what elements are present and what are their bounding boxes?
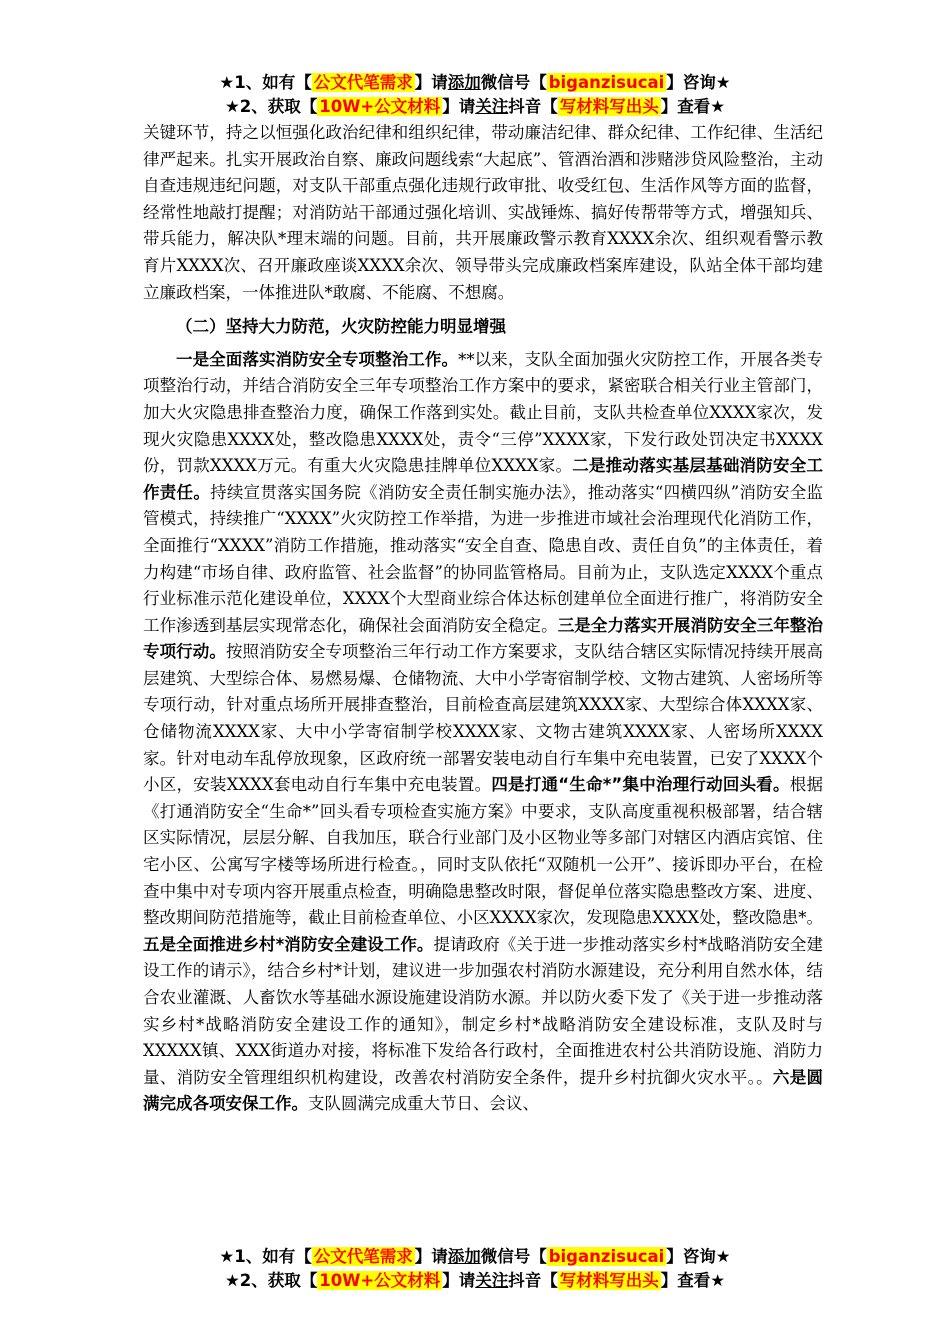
highlight-service: 公文代笔需求 [313, 73, 413, 92]
paragraph-fire-prevention [143, 347, 823, 1118]
banner-text: 】请 [442, 97, 476, 116]
banner-text: ★2、获取【 [224, 97, 318, 116]
banner-text: 】查看★ [660, 97, 726, 116]
banner-text: 】查看★ [660, 1271, 726, 1290]
highlight-douyin-id[interactable]: 写材料写出头 [559, 1271, 659, 1290]
highlight-service: 公文代笔需求 [313, 1247, 413, 1266]
document-body [143, 120, 823, 1118]
highlight-douyin-id[interactable]: 写材料写出头 [559, 97, 659, 116]
body-text-4: 根据《打通消防安全“生命*”回头看专项检查实施方案》中要求，支队高度重视积极部署，结合辖区实际情况，层层分解、自我加压，联合行业部门及小区物业等多部门对辖区内酒店宾馆、住宅小区、公寓写字楼等场所进行检查。，同时支队依托“双随机一公开”、接诉即办平台，在检查中集中对专项内容开展重点检查，明确隐患整改时限，督促单位落实隐患整改方案、进度、整改期间防范措施等，截止目前检查单位、小区XXXX家次，发现隐患XXXX处，整改隐患*。 [143, 775, 823, 928]
highlight-materials: 10W+公文材料 [319, 1271, 441, 1290]
top-banner-line-1 [0, 70, 950, 96]
top-banner-line-2 [0, 94, 950, 120]
highlight-wechat-id[interactable]: biganzisucai [548, 1247, 665, 1266]
banner-underline: 关注 [475, 97, 509, 116]
lead-sentence-1: 一是全面落实消防安全专项整治工作。 [176, 349, 459, 369]
highlight-materials: 10W+公文材料 [319, 97, 441, 116]
banner-text: 】咨询★ [666, 1247, 731, 1266]
banner-text: 】请 [414, 73, 448, 92]
highlight-wechat-id[interactable]: biganzisucai [548, 73, 665, 92]
banner-text: ★2、获取【 [224, 1271, 318, 1290]
banner-text: ★1、如有【 [219, 73, 312, 92]
body-text-1: **以来，支队全面加强火灾防控工作，开展各类专项整治行动，并结合消防安全三年专项整治工作方案中的要求，紧密联合相关行业主管部门，加大火灾隐患排查整治力度，确保工作落到实处。截止目前，支队共检查单位XXXX家次，发现火灾隐患XXXX处，整改隐患XXXX处，责令“三停”XXXX家，下发行政处罚决定书XXXX份，罚款XXXX万元。有重大火灾隐患挂牌单位XXXX家。 [143, 349, 824, 476]
banner-text: 微信号【 [480, 73, 547, 92]
lead-sentence-3: 三是全力落实开展消防安全三年整治专项行动。 [143, 615, 824, 662]
lead-sentence-4: 四是打通“生命*”集中治理行动回头看。 [491, 775, 790, 795]
banner-underline: 关注 [475, 1271, 509, 1290]
banner-underline: 添加 [447, 73, 481, 92]
banner-text: 微信号【 [480, 1247, 547, 1266]
banner-text: 】咨询★ [666, 73, 731, 92]
section-heading-fire-prevention: （二）坚持大力防范，火灾防控能力明显增强 [176, 317, 506, 337]
bottom-banner-line-2 [0, 1268, 950, 1294]
lead-sentence-6: 六是圆满完成各项安保工作。 [143, 1067, 824, 1114]
body-text-3: 按照消防安全专项整治三年行动工作方案要求，支队结合辖区实际情况持续开展高层建筑、大型综合体、易燃易爆、仓储物流、大中小学寄宿制学校、文物古建筑、人密场所等专项行动，针对重点场所开展排查整治，目前检查高层建筑XXXX家、大型综合体XXXX家、仓储物流XXXX家、大中小学寄宿制学校XXXX家、文物古建筑XXXX家、人密场所XXXX家。针对电动车乱停放现象，区政府统一部署安装电动自行车集中充电装置，已安了XXXX个小区，安装XXXX套电动自行车集中充电装置。 [143, 642, 823, 795]
lead-sentence-5: 五是全面推进乡村*消防安全建设工作。 [143, 934, 434, 954]
banner-underline: 添加 [447, 1247, 481, 1266]
lead-sentence-2: 二是推动落实基层基础消防安全工作责任。 [143, 456, 823, 502]
banner-text: 抖音【 [508, 97, 558, 116]
banner-text: ★1、如有【 [219, 1247, 312, 1266]
banner-text: 】请 [414, 1247, 448, 1266]
body-text-6: 支队圆满完成重大节日、会议、 [308, 1094, 539, 1114]
banner-text: 】请 [442, 1271, 476, 1290]
bottom-banner-line-1 [0, 1244, 950, 1270]
banner-text: 抖音【 [508, 1271, 558, 1290]
paragraph-discipline: 关键环节，持之以恒强化政治纪律和组织纪律，带动廉洁纪律、群众纪律、工作纪律、生活纪律严起来。扎实开展政治自察、廉政问题线索“大起底”、管酒治酒和涉赌涉贷风险整治，主动自查违规违纪问题，对支队干部重点强化违规行政审批、收受红包、生活作风等方面的监督，经常性地敲打提醒；对消防站干部通过强化培训、实战锤炼、搞好传帮带等方式，增强知兵、带兵能力，解决队*理末端的问题。目前，共开展廉政警示教育XXXX余次、组织观看警示教育片XXXX次、召开廉政座谈XXXX余次、领导带头完成廉政档案库建设，队站全体干部均建立廉政档案，一体推进队*敢腐、不能腐、不想腐。 [143, 123, 823, 302]
body-text-2: 持续宣贯落实国务院《消防安全责任制实施办法》，推动落实“四横四纵”消防安全监管模式，持续推广“XXXX”火灾防控工作举措，为进一步推进市域社会治理现代化消防工作，全面推行“XXXX”消防工作措施，推动落实“安全自查、隐患自改、责任自负”的主体责任，着力构建“市场自律、政府监管、社会监督”的协同监管格局。目前为止，支队选定XXXX个重点行业标准示范化建设单位，XXXX个大型商业综合体达标创建单位全面进行推广，将消防安全工作渗透到基层实现常态化，确保社会面消防安全稳定。 [143, 482, 824, 635]
body-text-5: 提请政府《关于进一步推动落实乡村*战略消防安全建设工作的请示》，结合乡村*计划，建议进一步加强农村消防水源建设，充分利用自然水体，结合农业灌溉、人畜饮水等基础水源设施建设消防水源。并以防火委下发了《关于进一步推动落实乡村*战略消防安全建设工作的通知》，制定乡村*战略消防安全建设标准，支队及时与XXXXX镇、XXX街道办对接，将标准下发给各行政村，全面推进农村公共消防设施、消防力量、消防安全管理组织机构建设，改善农村消防安全条件，提升乡村抗御火灾水平。。 [143, 934, 823, 1087]
